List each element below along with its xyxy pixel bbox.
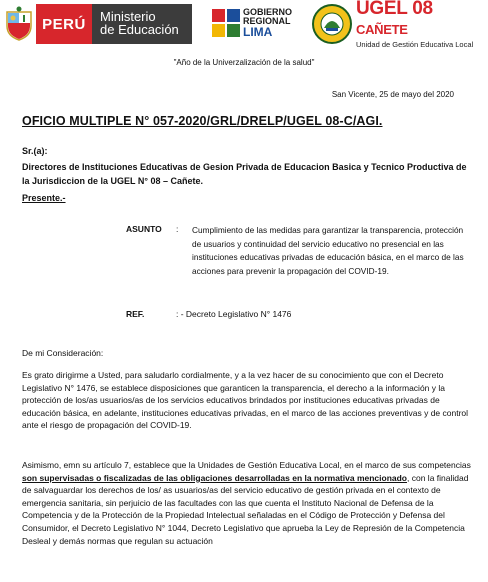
recipients: Directores de Instituciones Educativas de Gesion Privada de Educacion Basica y Tecnico Productiva de la Jurisdiccion de la UGEL N° 08 – Cañete. — [22, 162, 467, 186]
paragraph-2-end: , con la finalidad de salvaguardar los derechos de los/ as usuarios/as del servicio educativo de gestión privada en el contexto de emergencia sanitaria, sin perjuicio de las facultades con las que cuenta el Instituto Nacional de Defensa de la Competencia y de la Protección de la Propiedad Intelectual señaladas en el Código de Protección y Defensa del Consumidor, el Decreto Legislativo N° 1044, Decreto Legislativo que aprueba la Ley de Represión de la Competencia Desleal y demás normas que regulan su actuación — [22, 472, 469, 546]
asunto-text: Cumplimiento de las medidas para garantizar la transparencia, protección de usuarios y continuidad del servicio educativo no presencial en las instituciones educativas privadas de educación básica, en el marco de las acciones para prevenir la propagación del COVID-19. — [192, 225, 464, 276]
peru-label: PERÚ — [36, 4, 92, 44]
gob-line-3: LIMA — [243, 25, 273, 39]
gobierno-regional-logo — [212, 6, 302, 40]
paragraph-1: Es grato dirigirme a Usted, para saludarlo cordialmente, y a la vez hacer de su conocimiento que con el Decreto Legislativo N° 1476, se establece disposiciones que garanticen la transparencia, el derecho a la información y la protección de los/as usuarios/as de los servicios educativos brindados por instituciones educativas privadas de educación básica, en adelante, instituciones educativas privadas, en el marco de las acciones preventivas y de control ante el riesgo de propagación del COVID-19. — [22, 370, 469, 431]
peru-coat-of-arms-icon — [2, 4, 36, 44]
ref-label: REF. — [126, 309, 145, 319]
ugel-city: CAÑETE — [356, 22, 408, 37]
ref-text: : - Decreto Legislativo N° 1476 — [176, 309, 292, 319]
minedu-logo — [2, 4, 192, 44]
salutation: Sr.(a): — [22, 146, 48, 156]
ugel-subtitle: Unidad de Gestión Educativa Local — [356, 40, 474, 49]
gob-line-1: GOBIERNO — [243, 7, 293, 17]
gob-line-2: REGIONAL — [243, 16, 291, 26]
minedu-name: Ministerio de Educación — [92, 4, 192, 44]
document-title: OFICIO MULTIPLE N° 057-2020/GRL/DRELP/UGEL 08-C/AGI. — [22, 114, 383, 128]
ugel-seal-icon — [312, 4, 352, 44]
paragraph-2 — [22, 459, 474, 547]
ugel-title: UGEL 08 — [356, 0, 433, 19]
year-motto: "Año de la Univerzalización de la salud" — [173, 58, 315, 67]
presente-label: Presente.- — [22, 193, 66, 203]
greeting: De mi Consideración: — [22, 348, 104, 358]
asunto-colon: : — [176, 224, 179, 234]
document-date: San Vicente, 25 de mayo del 2020 — [331, 90, 454, 99]
gobierno-regional-icon — [212, 9, 240, 37]
paragraph-2-underlined: son supervisadas o fiscalizadas de las obligaciones desarrolladas en la normativa mencionado — [22, 472, 408, 483]
asunto-label: ASUNTO — [126, 224, 162, 234]
paragraph-2-start: Asimismo, emn su artículo 7, establece que la Unidades de Gestión Educativa Local, en el marco de sus competencias — [22, 460, 471, 470]
ugel-logo — [312, 0, 484, 49]
